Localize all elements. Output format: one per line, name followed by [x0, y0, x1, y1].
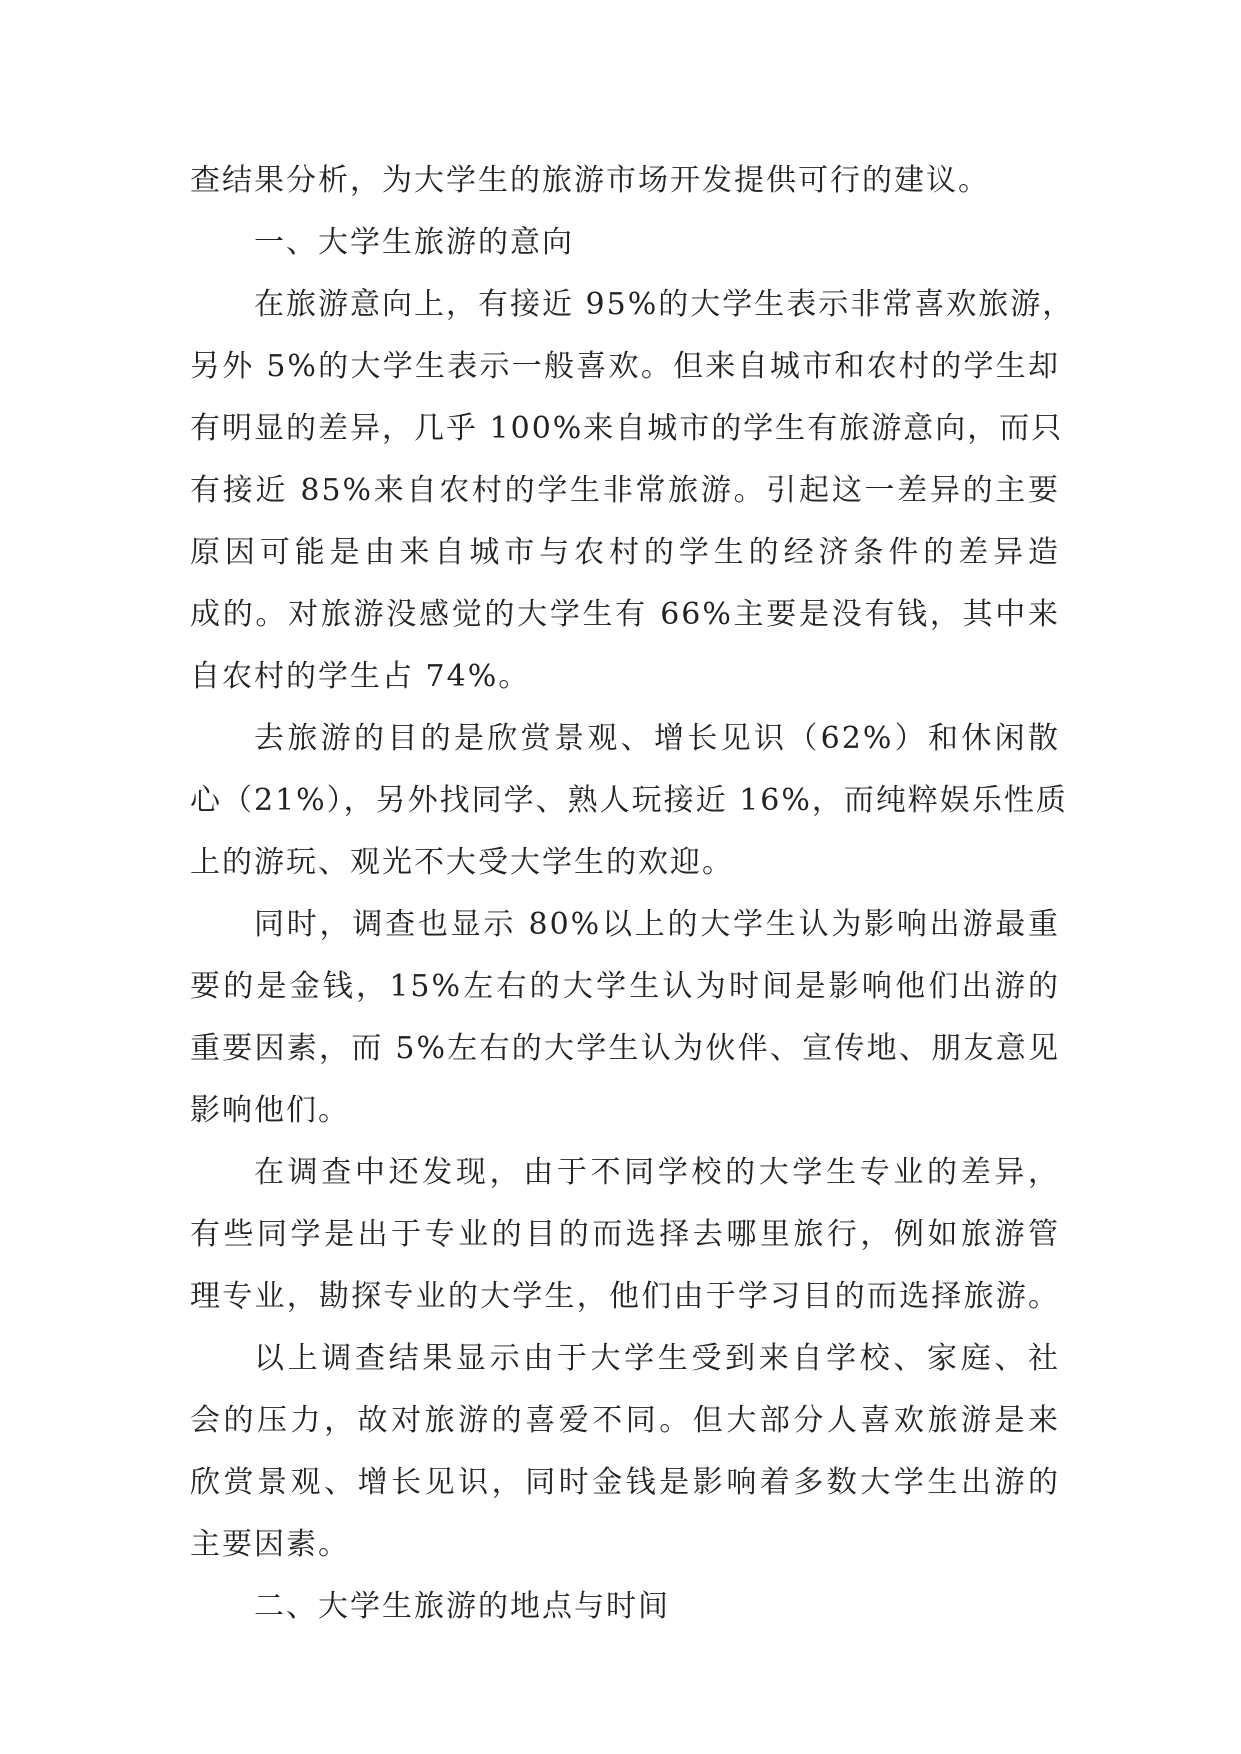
- paragraph-line: 以上调查结果显示由于大学生受到来自学校、家庭、社: [254, 1341, 1060, 1376]
- paragraph-line: 有接近 85%来自农村的学生非常旅游。引起这一差异的主要: [190, 473, 1060, 508]
- paragraph-line: 去旅游的目的是欣赏景观、增长见识（62%）和休闲散: [254, 721, 1060, 756]
- paragraph-line: 理专业，勘探专业的大学生，他们由于学习目的而选择旅游。: [190, 1279, 1060, 1314]
- paragraph-line: 有些同学是出于专业的目的而选择去哪里旅行，例如旅游管: [190, 1217, 1060, 1252]
- section-heading: 一、大学生旅游的意向: [254, 225, 574, 260]
- paragraph-line: 会的压力，故对旅游的喜爱不同。但大部分人喜欢旅游是来: [190, 1403, 1060, 1438]
- paragraph-line: 成的。对旅游没感觉的大学生有 66%主要是没有钱，其中来: [190, 597, 1060, 632]
- paragraph-line: 影响他们。: [190, 1093, 350, 1128]
- paragraph-line: 在旅游意向上，有接近 95%的大学生表示非常喜欢旅游，: [254, 287, 1075, 322]
- paragraph-line: 另外 5%的大学生表示一般喜欢。但来自城市和农村的学生却: [190, 349, 1060, 384]
- paragraph-line: 自农村的学生占 74%。: [190, 659, 531, 694]
- paragraph-line: 原因可能是由来自城市与农村的学生的经济条件的差异造: [190, 535, 1060, 570]
- paragraph-line: 重要因素，而 5%左右的大学生认为伙伴、宣传地、朋友意见: [190, 1031, 1060, 1066]
- paragraph-line: 同时，调查也显示 80%以上的大学生认为影响出游最重: [254, 907, 1060, 942]
- paragraph-line: 查结果分析，为大学生的旅游市场开发提供可行的建议。: [190, 163, 990, 198]
- section-heading: 二、大学生旅游的地点与时间: [254, 1589, 670, 1624]
- paragraph-line: 在调查中还发现，由于不同学校的大学生专业的差异，: [254, 1155, 1060, 1190]
- paragraph-line: 上的游玩、观光不大受大学生的欢迎。: [190, 845, 734, 880]
- paragraph-line: 主要因素。: [190, 1527, 350, 1562]
- paragraph-line: 要的是金钱，15%左右的大学生认为时间是影响他们出游的: [190, 969, 1060, 1004]
- paragraph-line: 欣赏景观、增长见识，同时金钱是影响着多数大学生出游的: [190, 1465, 1060, 1500]
- document-body: [190, 150, 1075, 1638]
- paragraph-line: 心（21%），另外找同学、熟人玩接近 16%，而纯粹娱乐性质: [190, 783, 1068, 818]
- paragraph-line: 有明显的差异，几乎 100%来自城市的学生有旅游意向，而只: [190, 411, 1064, 446]
